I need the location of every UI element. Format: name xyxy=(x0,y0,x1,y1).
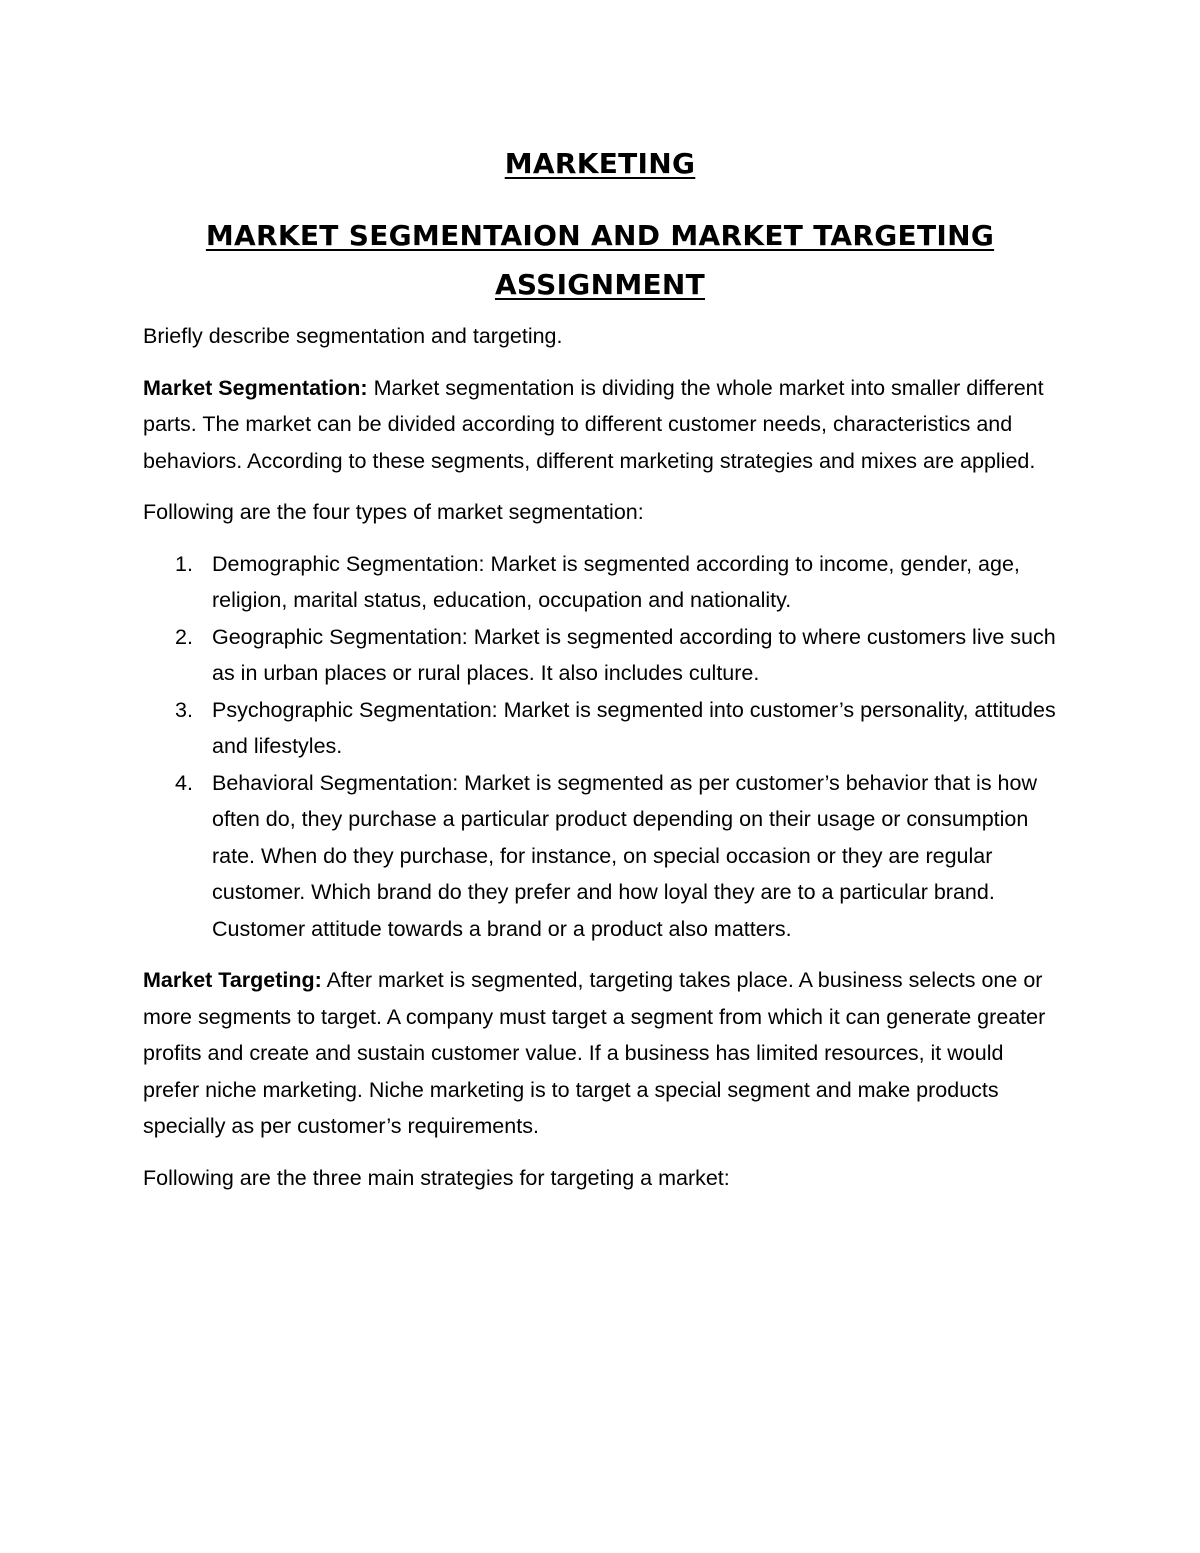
document-body xyxy=(143,318,1063,1211)
targeting-label: Market Targeting: xyxy=(143,968,322,992)
list-item-text: Psychographic Segmentation: Market is segmented into customer’s personality, attitudes and lifestyles. xyxy=(212,697,1056,758)
segmentation-text: Market segmentation is dividing the whole market into smaller different parts. The market can be divided according to different customer needs, characteristics and behaviors. According to these segments, different marketing strategies and mixes are applied. xyxy=(143,375,1044,473)
list-item xyxy=(143,692,1063,765)
segmentation-label: Market Segmentation: xyxy=(143,375,368,400)
list-item-text: Demographic Segmentation: Market is segmented according to income, gender, age, religion, marital status, education, occupation and nationality. xyxy=(212,551,1020,612)
types-intro: Following are the four types of market segmentation: xyxy=(143,500,644,524)
segmentation-paragraph xyxy=(143,370,1063,480)
segmentation-types-list xyxy=(143,546,1063,948)
list-item-text: Behavioral Segmentation: Market is segmented as per customer’s behavior that is how often do, they purchase a particular product depending on their usage or consumption rate. When do they purchase, for instance, on special occasion or they are regular customer. Which brand do they prefer and how loyal they are to a particular brand. Customer attitude towards a brand or a product also matters. xyxy=(212,770,1037,941)
targeting-paragraph xyxy=(143,962,1063,1145)
document-subtitle-line2: ASSIGNMENT xyxy=(494,268,706,301)
targeting-text: After market is segmented, targeting takes place. A business selects one or more segments to target. A company must target a segment from which it can generate greater profits and create and sustain customer value. If a business has limited resources, it would prefer niche marketing. Niche marketing is to target a special segment and make products specially as per customer’s requirements. xyxy=(143,968,1046,1138)
list-item-number: 2. xyxy=(175,624,193,649)
list-item-number: 4. xyxy=(175,770,193,795)
list-item-number: 1. xyxy=(175,551,193,576)
document-subtitle xyxy=(0,211,1200,309)
list-item xyxy=(143,765,1063,948)
document-subtitle-line1: MARKET SEGMENTAION AND MARKET TARGETING xyxy=(205,219,995,252)
document-title: MARKETING xyxy=(504,147,696,180)
list-item xyxy=(143,619,1063,692)
strategies-intro: Following are the three main strategies for targeting a market: xyxy=(143,1165,730,1190)
list-item xyxy=(143,546,1063,619)
list-item-number: 3. xyxy=(175,697,193,722)
list-item-text: Geographic Segmentation: Market is segmented according to where customers live such as in urban places or rural places. It also includes culture. xyxy=(212,624,1056,685)
question-paragraph: Briefly describe segmentation and targeting. xyxy=(143,324,563,348)
